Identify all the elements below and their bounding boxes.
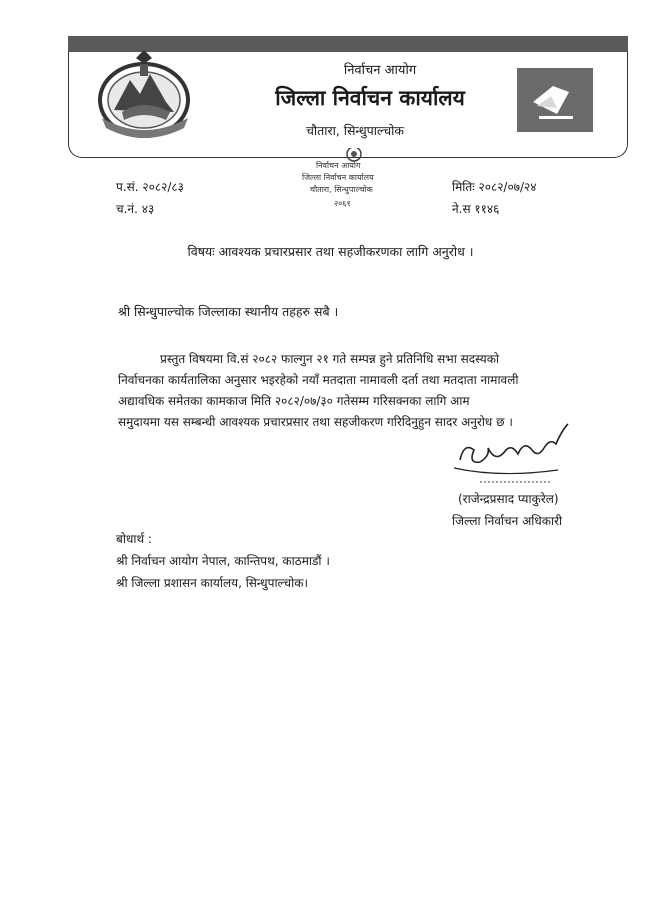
copy-to-heading: बोधार्थ : xyxy=(116,532,152,546)
nepal-era-year: ने.स ११४६ xyxy=(452,202,500,216)
letter-subject: विषयः आवश्यक प्रचारप्रसार तथा सहजीकरणका लागि अनुरोध । xyxy=(187,244,474,259)
office-stamp xyxy=(292,148,404,214)
stamp-line-2: जिल्ला निर्वाचन कार्यालय xyxy=(302,173,374,182)
nepal-emblem-icon xyxy=(92,50,197,140)
body-line-3: अद्यावधिक समेतका कामकाज मिति २०८२/०७/३० गतेसम्म गरिसक्नका लागि आम xyxy=(118,394,470,408)
copy-to-item: श्री जिल्ला प्रशासन कार्यालय, सिन्धुपाल्चोक। xyxy=(116,576,309,590)
commission-name: निर्वाचन आयोग xyxy=(343,63,417,78)
letter-date: मितिः २०८२/०७/२४ xyxy=(452,180,537,194)
stamp-line-4: २०६१ xyxy=(334,199,351,208)
signatory-name: (राजेन्द्रप्रसाद प्याकुरेल) xyxy=(458,492,559,506)
office-location: चौतारा, सिन्धुपाल्चोक xyxy=(305,123,405,138)
fiscal-year-ref: प.सं. २०८२/८३ xyxy=(116,180,184,194)
copy-to-item: श्री निर्वाचन आयोग नेपाल, कान्तिपथ, काठमाडौं । xyxy=(116,554,330,568)
ballot-logo-icon xyxy=(517,68,593,132)
handwritten-signature xyxy=(440,420,575,490)
dispatch-number-ref: च.नं. ४३ xyxy=(116,202,155,216)
letter-recipient: श्री सिन्धुपाल्चोक जिल्लाका स्थानीय तहहरु सबै । xyxy=(118,304,339,319)
body-line-4: समुदायमा यस सम्बन्धी आवश्यक प्रचारप्रसार तथा सहजीकरण गरिदिनुहुन सादर अनुरोध छ । xyxy=(118,415,513,429)
body-line-1: प्रस्तुत विषयमा वि.सं २०८२ फाल्गुन २१ गते सम्पन्न हुने प्रतिनिधि सभा सदस्यको xyxy=(160,352,500,366)
stamp-line-3: चौतारा, सिन्धुपाल्चोक xyxy=(310,185,373,194)
body-line-2: निर्वाचनका कार्यतालिका अनुसार भइरहेको नयाँ मतदाता नामावली दर्ता तथा मतदाता नामावली xyxy=(118,373,519,387)
stamp-line-1: निर्वाचन आयोग xyxy=(316,161,361,170)
signatory-title: जिल्ला निर्वाचन अधिकारी xyxy=(452,514,563,528)
office-name: जिल्ला निर्वाचन कार्यालय xyxy=(275,86,465,110)
